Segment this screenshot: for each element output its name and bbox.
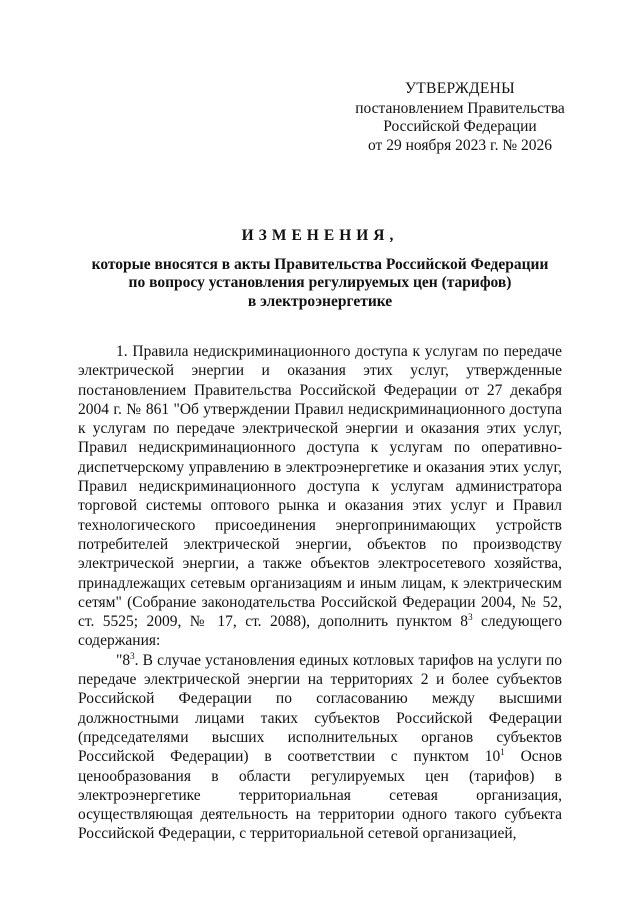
approval-line-1: постановлением Правительства — [355, 99, 565, 117]
document-title — [78, 227, 562, 311]
document-body — [78, 342, 562, 844]
title-line-1: которые вносятся в акты Правительства Российской Федерации — [91, 255, 549, 273]
paragraph-1 — [78, 342, 562, 651]
paragraph-2-sup-1: 3 — [130, 650, 135, 661]
approval-heading: УТВЕРЖДЕНЫ — [405, 80, 515, 97]
approval-stamp — [340, 80, 580, 155]
paragraph-1-text: 1. Правила недискриминационного доступа к услугам по передаче электрической энергии и оказания этих услуг, утвержденные постановлением Правительства Российской Федерации от 27 декабря 2004 г. № 861 "Об утверждении Правил недискриминационного доступа к услугам по передаче электрической энергии и оказания этих услуг, Правил недискриминационного доступа к услугам по оперативно-диспетчерскому управлению в электроэнергетике и оказания этих услуг, Правил недискриминационного доступа к услугам администратора торговой системы оптового рынка и оказания этих услуг и Правил технологического присоединения энергопринимающих устройств потребителей электрической энергии, объектов по производству электрической энергии, а также объектов электросетевого хозяйства, принадлежащих сетевым организациям и иным лицам, к электрическим сетям" (Собрание законодательства Российской Федерации 2004, № 52, ст. 5525; 2009, № 17, ст. 2088), дополнить пунктом 8 — [78, 343, 562, 631]
title-line-3: в электроэнергетике — [247, 292, 393, 310]
paragraph-2-text: . В случае установления единых котловых тарифов на услуги по передаче электрической энергии на территориях 2 и более субъектов Российской Федерации по согласованию между высшими должностными лицами таких субъектов Российской Федерации (председателями высших исполнительных органов субъектов Российской Федерации) в соответствии с пунктом 10 — [78, 651, 562, 766]
paragraph-2-start: "8 — [116, 651, 131, 669]
title-main: ИЗМЕНЕНИЯ, — [241, 227, 399, 244]
paragraph-2-tail: Основ ценообразования в области регулируемых цен (тарифов) в электроэнергетике территориальная сетевая организация, осуществляющая деятельность на территории одного такого субъекта Российской Федерации, с территориальной сетевой организацией, — [78, 748, 563, 843]
paragraph-1-sup: 3 — [468, 612, 473, 622]
paragraph-1-tail: следующего содержания: — [78, 613, 562, 650]
paragraph-2 — [78, 651, 562, 844]
approval-line-2: Российской Федерации — [383, 118, 537, 135]
title-line-2: по вопросу установления регулируемых цен (тарифов) — [128, 274, 512, 291]
paragraph-2-sup-2: 1 — [500, 747, 505, 758]
approval-line-3: от 29 ноября 2023 г. № 2026 — [368, 136, 552, 154]
